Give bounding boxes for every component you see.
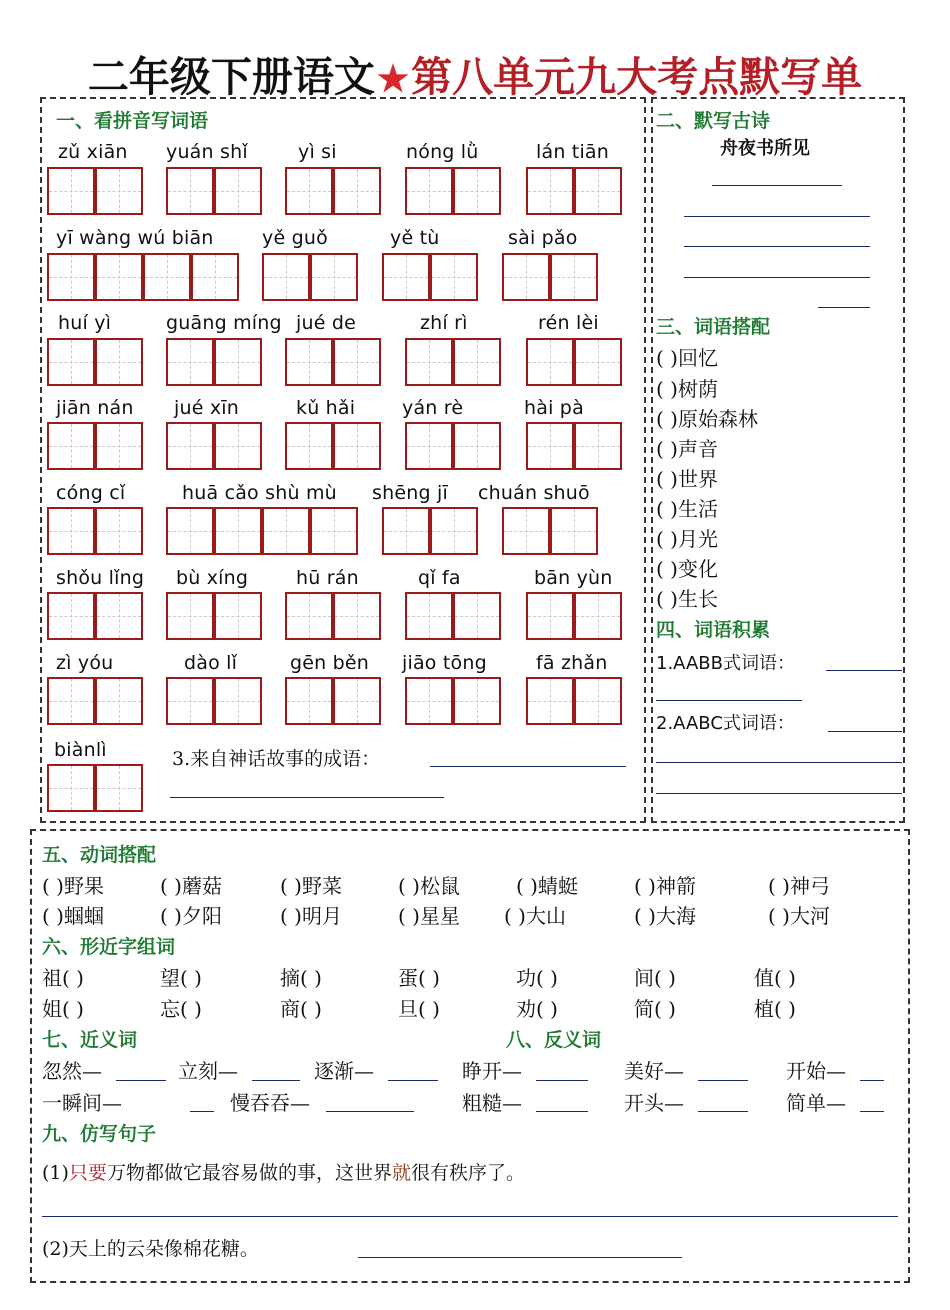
pinyin-label: jiān nán xyxy=(56,397,134,419)
synonym-item: 一瞬间— xyxy=(42,1091,122,1115)
writing-cell[interactable] xyxy=(214,422,262,470)
synonym-item: 立刻— xyxy=(178,1059,238,1083)
writing-cell[interactable] xyxy=(453,167,501,215)
writing-cell[interactable] xyxy=(214,167,262,215)
collocation-item[interactable]: ( )变化 xyxy=(656,557,718,581)
poem-answer-line[interactable] xyxy=(684,216,870,217)
writing-cell[interactable] xyxy=(95,764,143,812)
writing-cell[interactable] xyxy=(166,592,214,640)
pinyin-label: yī wàng wú biān xyxy=(56,227,214,249)
section1-heading: 一、看拼音写词语 xyxy=(56,110,209,132)
writing-cell[interactable] xyxy=(574,677,622,725)
writing-cell[interactable] xyxy=(95,507,143,555)
pinyin-label: cóng cǐ xyxy=(56,482,126,504)
pinyin-label: nóng lǜ xyxy=(406,141,479,163)
writing-cell[interactable] xyxy=(430,507,478,555)
writing-cell[interactable] xyxy=(405,167,453,215)
pinyin-label: lán tiān xyxy=(536,141,610,163)
writing-cell[interactable] xyxy=(47,338,95,386)
collocation-item[interactable]: ( )回忆 xyxy=(656,346,718,370)
sentence-2-answer-line[interactable] xyxy=(358,1257,682,1258)
aabc-answer-line[interactable] xyxy=(656,762,902,763)
sentence-1-end: 很有秩序了。 xyxy=(410,1162,525,1184)
char-item[interactable]: 植( ) xyxy=(754,997,796,1021)
sentence-2: (2)天上的云朵像棉花糖。 xyxy=(42,1238,259,1260)
writing-cell[interactable] xyxy=(262,253,310,301)
writing-cell[interactable] xyxy=(166,677,214,725)
char-item[interactable]: 旦( ) xyxy=(398,997,440,1021)
verb-item[interactable]: ( )蜻蜓 xyxy=(516,874,578,898)
section7-heading: 七、近义词 xyxy=(42,1029,138,1051)
pinyin-label: yě guǒ xyxy=(262,227,328,249)
writing-cell[interactable] xyxy=(502,253,550,301)
pinyin-label: shēng jī xyxy=(372,482,448,504)
writing-cell[interactable] xyxy=(214,507,262,555)
verb-item[interactable]: ( )神弓 xyxy=(768,874,830,898)
writing-cell[interactable] xyxy=(214,677,262,725)
antonym-item: 睁开— xyxy=(462,1059,522,1083)
collocation-item[interactable]: ( )原始森林 xyxy=(656,407,758,431)
sentence-1-body: 万物都做它最容易做的事，这世界 xyxy=(106,1162,392,1184)
writing-cell[interactable] xyxy=(47,167,95,215)
writing-cell[interactable] xyxy=(95,167,143,215)
writing-cell[interactable] xyxy=(166,167,214,215)
section9-heading: 九、仿写句子 xyxy=(42,1123,157,1145)
poem-answer-line[interactable] xyxy=(712,185,842,186)
verb-item[interactable]: ( )星星 xyxy=(398,904,460,928)
writing-cell[interactable] xyxy=(405,677,453,725)
antonym-item: 开头— xyxy=(624,1091,684,1115)
writing-cell[interactable] xyxy=(47,592,95,640)
pinyin-label: yě tù xyxy=(390,227,440,249)
writing-cell[interactable] xyxy=(191,253,239,301)
writing-cell[interactable] xyxy=(310,253,358,301)
pinyin-label: zì yóu xyxy=(56,652,114,674)
antonym-answer-line[interactable] xyxy=(536,1080,588,1081)
pinyin-label: huā cǎo shù mù xyxy=(182,482,337,504)
writing-cell[interactable] xyxy=(47,507,95,555)
char-item[interactable]: 蛋( ) xyxy=(398,966,440,990)
pinyin-label: rén lèi xyxy=(538,312,599,334)
sentence-1-answer-line[interactable] xyxy=(42,1216,898,1217)
writing-cell[interactable] xyxy=(95,677,143,725)
poem-title: 舟夜书所见 xyxy=(720,138,810,159)
collocation-item[interactable]: ( )生活 xyxy=(656,497,718,521)
char-item[interactable]: 间( ) xyxy=(634,966,676,990)
char-item[interactable]: 忘( ) xyxy=(160,997,202,1021)
pinyin-label: sài pǎo xyxy=(508,227,578,249)
sentence-1-keyword: 只要 xyxy=(68,1162,107,1184)
writing-cell[interactable] xyxy=(405,338,453,386)
writing-cell[interactable] xyxy=(95,592,143,640)
antonym-answer-line[interactable] xyxy=(860,1111,884,1112)
pinyin-label: hū rán xyxy=(296,567,359,589)
poem-answer-line[interactable] xyxy=(684,277,870,278)
sentence-1-keyword: 就 xyxy=(391,1162,411,1184)
pinyin-label: guāng míng xyxy=(166,312,282,334)
synonym-answer-line[interactable] xyxy=(252,1080,300,1081)
pinyin-label: hài pà xyxy=(524,397,584,419)
idiom-answer-line[interactable] xyxy=(430,766,626,767)
antonym-answer-line[interactable] xyxy=(860,1080,884,1081)
writing-cell[interactable] xyxy=(453,677,501,725)
pinyin-label: dào lǐ xyxy=(184,652,238,674)
writing-cell[interactable] xyxy=(574,338,622,386)
pinyin-label: fā zhǎn xyxy=(536,652,608,674)
verb-item[interactable]: ( )大山 xyxy=(504,904,566,928)
writing-cell[interactable] xyxy=(47,253,95,301)
writing-cell[interactable] xyxy=(95,338,143,386)
title-grade: 二年级下册语文 xyxy=(87,53,375,101)
writing-cell[interactable] xyxy=(166,422,214,470)
poem-answer-line[interactable] xyxy=(818,307,870,308)
aabb-answer-line[interactable] xyxy=(656,700,802,701)
writing-cell[interactable] xyxy=(95,422,143,470)
antonym-item: 粗糙— xyxy=(462,1091,522,1115)
synonym-item: 逐渐— xyxy=(314,1059,374,1083)
char-item[interactable]: 摘( ) xyxy=(280,966,322,990)
synonym-answer-line[interactable] xyxy=(326,1111,414,1112)
pinyin-label: jué de xyxy=(296,312,356,334)
writing-cell[interactable] xyxy=(285,167,333,215)
verb-item[interactable]: ( )大海 xyxy=(634,904,696,928)
char-item[interactable]: 姐( ) xyxy=(42,997,84,1021)
pinyin-label: bān yùn xyxy=(534,567,613,589)
writing-cell[interactable] xyxy=(453,422,501,470)
writing-cell[interactable] xyxy=(285,338,333,386)
writing-cell[interactable] xyxy=(574,167,622,215)
pinyin-label: zhí rì xyxy=(420,312,468,334)
writing-cell[interactable] xyxy=(333,592,381,640)
writing-cell[interactable] xyxy=(333,338,381,386)
verb-item[interactable]: ( )蝈蝈 xyxy=(42,904,104,928)
section2-heading: 二、默写古诗 xyxy=(656,110,771,132)
idiom-answer-line[interactable] xyxy=(170,797,444,798)
pinyin-label: kǔ hǎi xyxy=(296,397,356,419)
writing-cell[interactable] xyxy=(405,422,453,470)
antonym-answer-line[interactable] xyxy=(536,1111,588,1112)
verb-item[interactable]: ( )神箭 xyxy=(634,874,696,898)
section6-heading: 六、形近字组词 xyxy=(42,936,176,958)
antonym-answer-line[interactable] xyxy=(698,1080,748,1081)
writing-cell[interactable] xyxy=(214,338,262,386)
synonym-answer-line[interactable] xyxy=(190,1111,214,1112)
verb-item[interactable]: ( )大河 xyxy=(768,904,830,928)
writing-cell[interactable] xyxy=(166,507,214,555)
verb-item[interactable]: ( )夕阳 xyxy=(160,904,222,928)
writing-cell[interactable] xyxy=(526,592,574,640)
synonym-answer-line[interactable] xyxy=(116,1080,166,1081)
synonym-item: 慢吞吞— xyxy=(230,1091,310,1115)
writing-cell[interactable] xyxy=(285,592,333,640)
writing-cell[interactable] xyxy=(310,507,358,555)
star-icon: ★ xyxy=(376,58,410,100)
sentence-1 xyxy=(42,1158,525,1185)
collocation-item[interactable]: ( )生长 xyxy=(656,587,718,611)
char-item[interactable]: 值( ) xyxy=(754,966,796,990)
collocation-item[interactable]: ( )树荫 xyxy=(656,377,718,401)
writing-cell[interactable] xyxy=(405,592,453,640)
verb-item[interactable]: ( )蘑菇 xyxy=(160,874,222,898)
writing-cell[interactable] xyxy=(47,764,95,812)
aabc-answer-line[interactable] xyxy=(656,793,902,794)
pinyin-label: jiāo tōng xyxy=(402,652,487,674)
pinyin-label: bù xíng xyxy=(176,567,249,589)
char-item[interactable]: 商( ) xyxy=(280,997,322,1021)
pinyin-label: yán rè xyxy=(402,397,464,419)
writing-cell[interactable] xyxy=(47,422,95,470)
writing-cell[interactable] xyxy=(430,253,478,301)
char-item[interactable]: 望( ) xyxy=(160,966,202,990)
antonym-item: 简单— xyxy=(786,1091,846,1115)
writing-cell[interactable] xyxy=(382,507,430,555)
writing-cell[interactable] xyxy=(502,507,550,555)
writing-cell[interactable] xyxy=(453,592,501,640)
synonym-answer-line[interactable] xyxy=(388,1080,438,1081)
char-item[interactable]: 劝( ) xyxy=(516,997,558,1021)
pinyin-label: biànlì xyxy=(54,739,107,761)
writing-cell[interactable] xyxy=(95,253,143,301)
aabc-label: 2.AABC式词语： xyxy=(656,713,795,734)
writing-cell[interactable] xyxy=(262,507,310,555)
pinyin-label: jué xīn xyxy=(174,397,240,419)
writing-cell[interactable] xyxy=(333,422,381,470)
char-item[interactable]: 祖( ) xyxy=(42,966,84,990)
pinyin-label: gēn běn xyxy=(290,652,370,674)
pinyin-label: yì si xyxy=(298,141,337,163)
section5-heading: 五、动词搭配 xyxy=(42,844,157,866)
writing-cell[interactable] xyxy=(453,338,501,386)
verb-item[interactable]: ( )松鼠 xyxy=(398,874,460,898)
collocation-item[interactable]: ( )声音 xyxy=(656,437,718,461)
writing-cell[interactable] xyxy=(526,167,574,215)
section3-heading: 三、词语搭配 xyxy=(656,316,771,338)
antonym-item: 开始— xyxy=(786,1059,846,1083)
pinyin-label: yuán shǐ xyxy=(166,141,248,163)
writing-cell[interactable] xyxy=(574,422,622,470)
collocation-item[interactable]: ( )世界 xyxy=(656,467,718,491)
section4-heading: 四、词语积累 xyxy=(656,619,771,641)
writing-cell[interactable] xyxy=(285,422,333,470)
pinyin-label: qǐ fa xyxy=(418,567,461,589)
section8-heading: 八、反义词 xyxy=(506,1029,602,1051)
writing-cell[interactable] xyxy=(526,677,574,725)
char-item[interactable]: 功( ) xyxy=(516,966,558,990)
writing-cell[interactable] xyxy=(382,253,430,301)
aabb-answer-line[interactable] xyxy=(826,670,902,671)
idiom-label: 3.来自神话故事的成语： xyxy=(172,748,381,770)
writing-cell[interactable] xyxy=(526,422,574,470)
title-unit: 第八单元九大考点默写单 xyxy=(411,53,863,101)
collocation-item[interactable]: ( )月光 xyxy=(656,527,718,551)
aabb-label: 1.AABB式词语： xyxy=(656,653,795,674)
pinyin-label: zǔ xiān xyxy=(58,141,128,163)
char-item[interactable]: 简( ) xyxy=(634,997,676,1021)
antonym-answer-line[interactable] xyxy=(698,1111,748,1112)
writing-cell[interactable] xyxy=(47,677,95,725)
writing-cell[interactable] xyxy=(574,592,622,640)
writing-cell[interactable] xyxy=(550,507,598,555)
verb-item[interactable]: ( )野果 xyxy=(42,874,104,898)
pinyin-label: chuán shuō xyxy=(478,482,590,504)
verb-item[interactable]: ( )明月 xyxy=(280,904,342,928)
aabc-answer-line[interactable] xyxy=(828,731,902,732)
writing-cell[interactable] xyxy=(333,167,381,215)
antonym-item: 美好— xyxy=(624,1059,684,1083)
pinyin-label: shǒu lǐng xyxy=(56,567,145,589)
synonym-item: 忽然— xyxy=(42,1059,102,1083)
writing-cell[interactable] xyxy=(285,677,333,725)
writing-cell[interactable] xyxy=(526,338,574,386)
verb-item[interactable]: ( )野菜 xyxy=(280,874,342,898)
writing-cell[interactable] xyxy=(143,253,191,301)
writing-cell[interactable] xyxy=(550,253,598,301)
page-title xyxy=(0,44,950,103)
writing-cell[interactable] xyxy=(333,677,381,725)
pinyin-label: huí yì xyxy=(58,312,112,334)
sentence-1-number: (1) xyxy=(42,1162,69,1184)
writing-cell[interactable] xyxy=(166,338,214,386)
poem-answer-line[interactable] xyxy=(684,246,870,247)
writing-cell[interactable] xyxy=(214,592,262,640)
